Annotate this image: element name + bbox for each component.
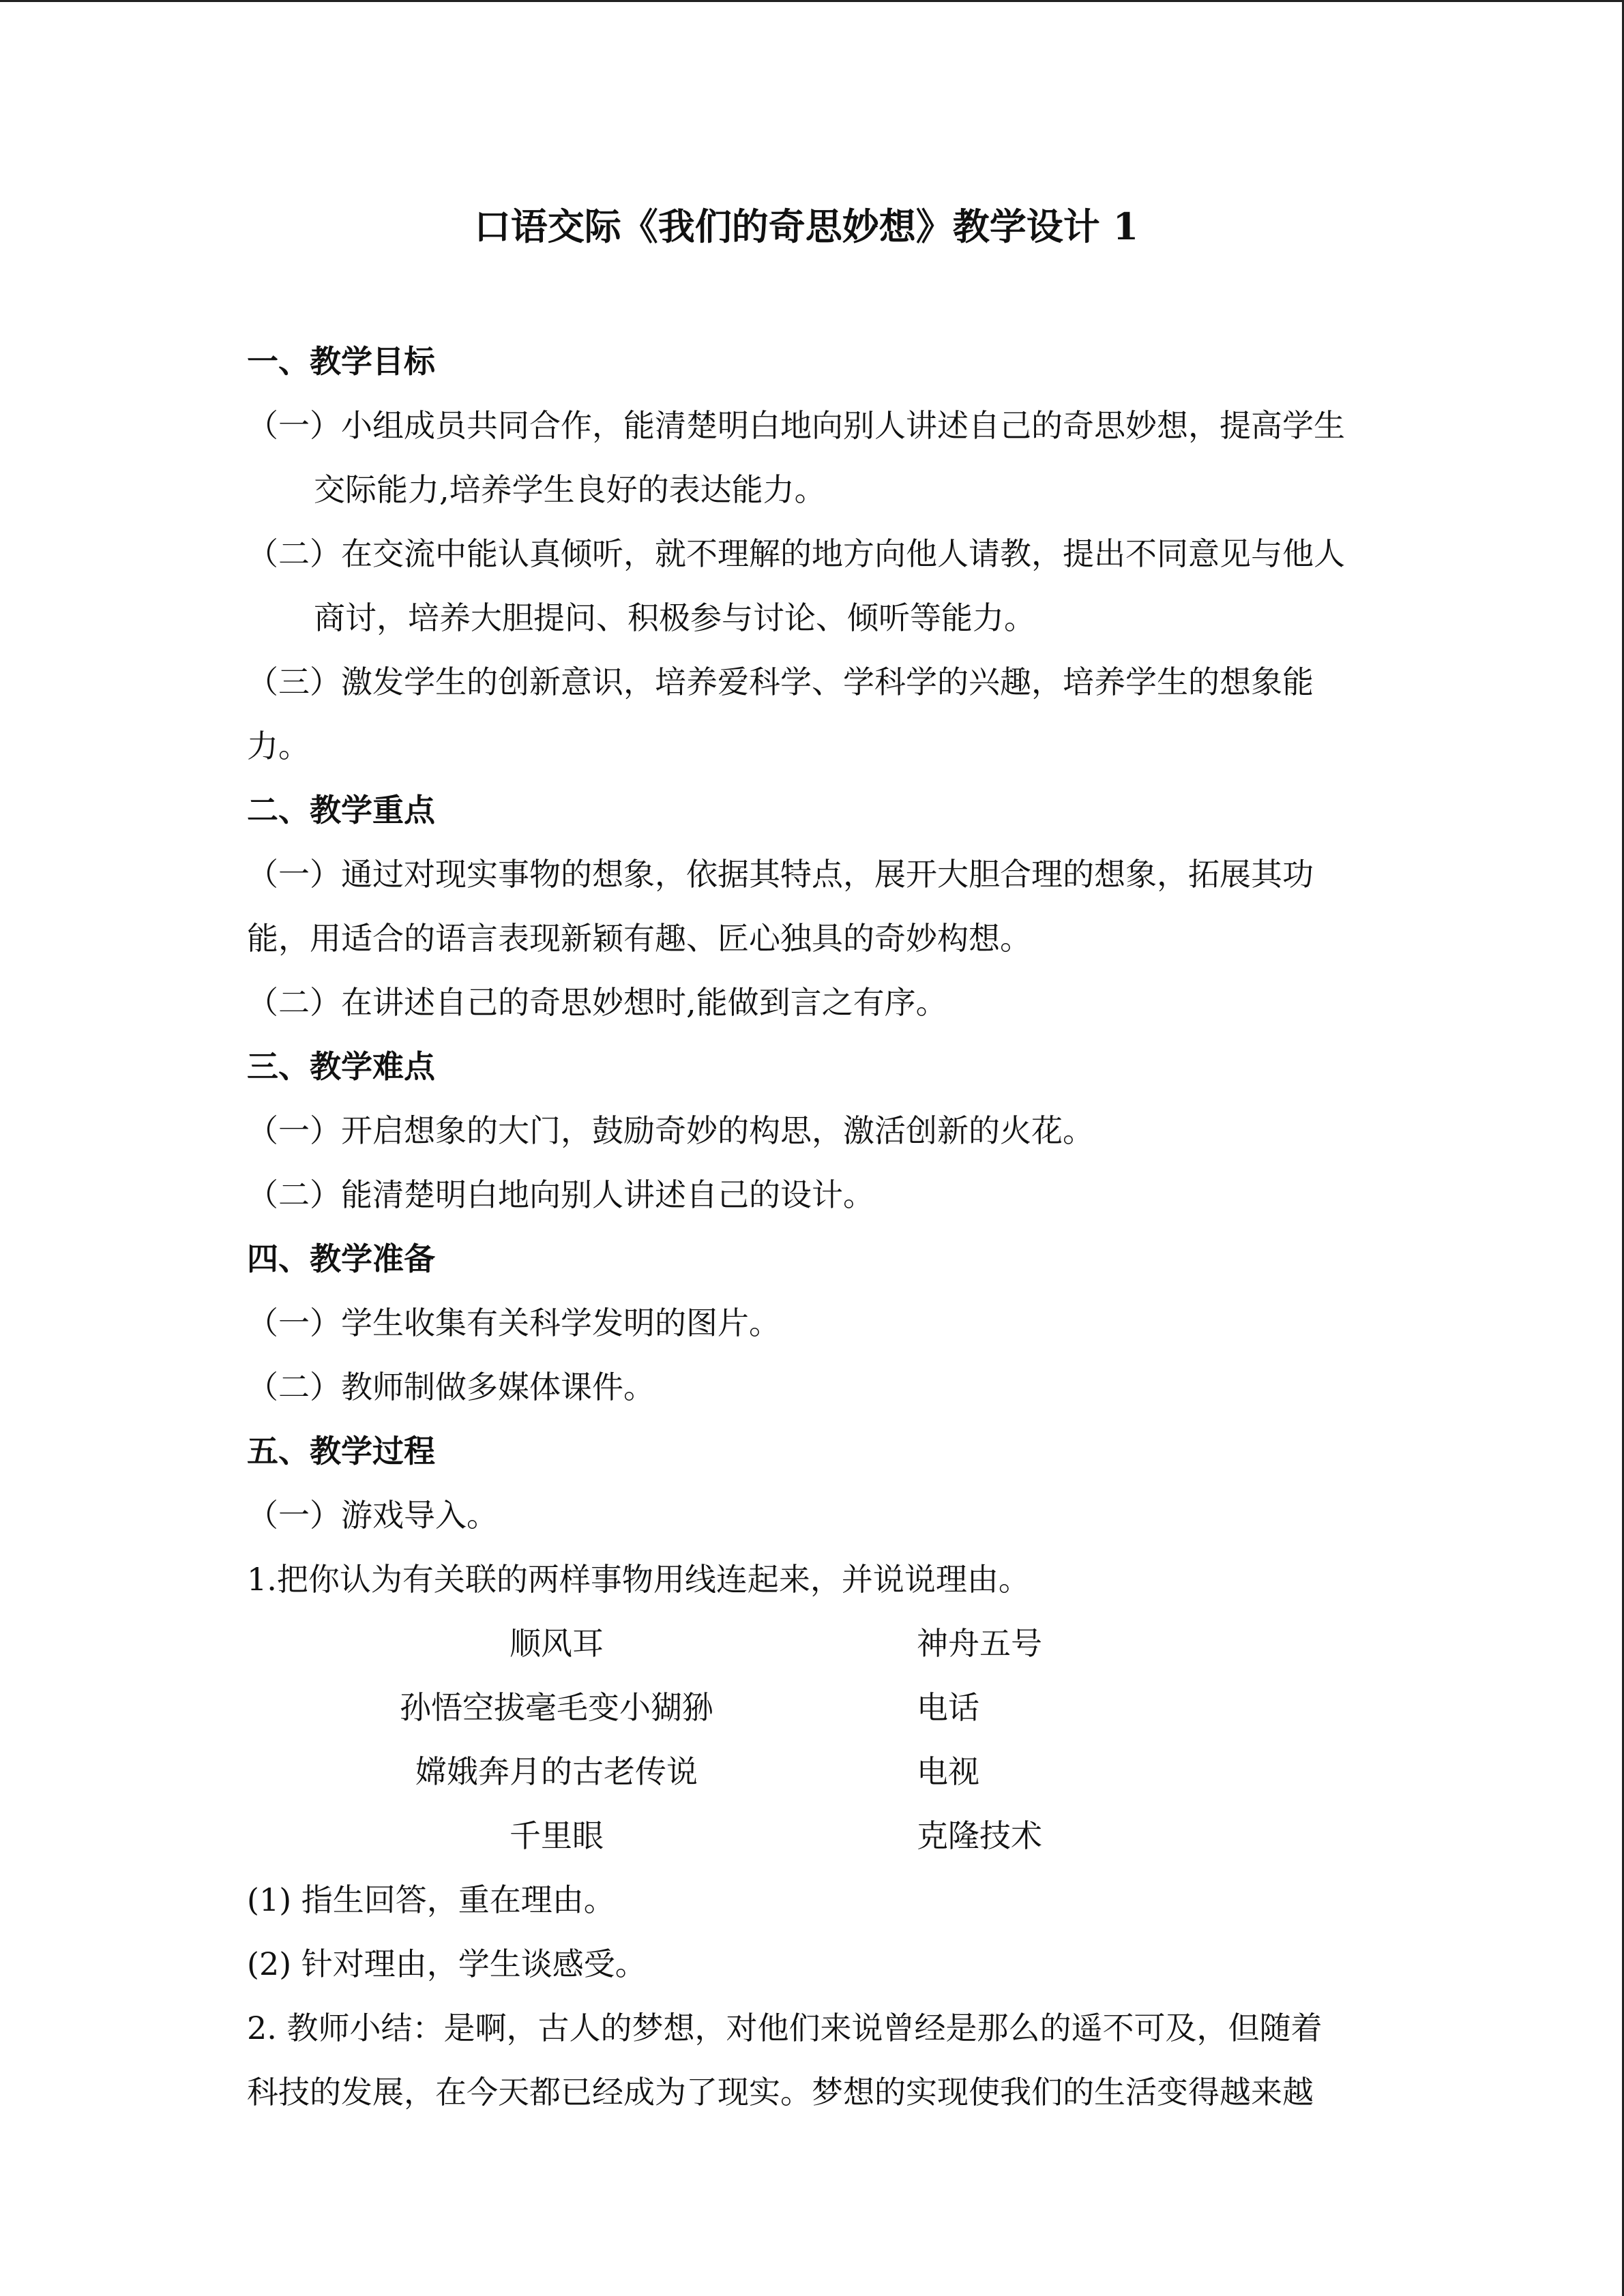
objective-item: （一）小组成员共同合作，能清楚明白地向别人讲述自己的奇思妙想，提高学生交际能力,培养学生良好的表达能力。 bbox=[247, 406, 1345, 508]
top-border bbox=[0, 0, 1624, 2]
section-heading-key-points: 二、教学重点 bbox=[247, 791, 435, 829]
objective-item-line: 力。 bbox=[247, 727, 310, 764]
matching-row bbox=[247, 1675, 1365, 1740]
matching-right: 电视 bbox=[917, 1753, 979, 1790]
process-note: (2) 针对理由，学生谈感受。 bbox=[247, 1945, 647, 1982]
matching-row bbox=[247, 1740, 1365, 1804]
section-heading-preparation: 四、教学准备 bbox=[247, 1240, 435, 1277]
key-point-line: 能，用适合的语言表现新颖有趣、匠心独具的奇妙构想。 bbox=[247, 919, 1031, 957]
matching-left: 顺风耳 bbox=[510, 1624, 604, 1662]
process-step-line: 科技的发展，在今天都已经成为了现实。梦想的实现使我们的生活变得越来越 bbox=[247, 2073, 1314, 2111]
process-step: 1.把你认为有关联的两样事物用线连起来，并说说理由。 bbox=[247, 1560, 1030, 1598]
difficulty-item: （一）开启想象的大门，鼓励奇妙的构思，激活创新的火花。 bbox=[247, 1112, 1094, 1149]
process-note: (1) 指生回答，重在理由。 bbox=[247, 1881, 615, 1918]
matching-left: 孙悟空拔毫毛变小猢狲 bbox=[400, 1688, 713, 1726]
matching-right: 克隆技术 bbox=[917, 1817, 1042, 1854]
section-heading-difficulties: 三、教学难点 bbox=[247, 1047, 435, 1085]
preparation-item: （二）教师制做多媒体课件。 bbox=[247, 1368, 655, 1405]
objective-item-line: （三）激发学生的创新意识，培养爱科学、学科学的兴趣，培养学生的想象能 bbox=[247, 663, 1314, 700]
matching-pairs bbox=[247, 1611, 1365, 1868]
section-heading-objectives: 一、教学目标 bbox=[247, 342, 435, 380]
key-point-item: （二）在讲述自己的奇思妙想时,能做到言之有序。 bbox=[247, 983, 947, 1021]
key-point-line: （一）通过对现实事物的想象，依据其特点，展开大胆合理的想象，拓展其功 bbox=[247, 855, 1314, 893]
document-title: 口语交际《我们的奇思妙想》教学设计 1 bbox=[473, 205, 1139, 248]
section-heading-process: 五、教学过程 bbox=[247, 1432, 435, 1470]
matching-right: 神舟五号 bbox=[917, 1624, 1042, 1662]
preparation-item: （一）学生收集有关科学发明的图片。 bbox=[247, 1304, 780, 1341]
difficulty-item: （二）能清楚明白地向别人讲述自己的设计。 bbox=[247, 1176, 874, 1213]
matching-row bbox=[247, 1804, 1365, 1868]
objective-item: （二）在交流中能认真倾听，就不理解的地方向他人请教，提出不同意见与他人商讨，培养大胆提问、积极参与讨论、倾听等能力。 bbox=[247, 535, 1345, 636]
matching-right: 电话 bbox=[917, 1688, 979, 1726]
matching-left: 千里眼 bbox=[510, 1817, 604, 1854]
document-page bbox=[247, 205, 1365, 2124]
matching-left: 嫦娥奔月的古老传说 bbox=[415, 1753, 698, 1790]
process-subheading: （一）游戏导入。 bbox=[247, 1496, 498, 1534]
matching-row bbox=[247, 1611, 1365, 1675]
process-step-line: 2. 教师小结：是啊，古人的梦想，对他们来说曾经是那么的遥不可及，但随着 bbox=[247, 2009, 1323, 2046]
